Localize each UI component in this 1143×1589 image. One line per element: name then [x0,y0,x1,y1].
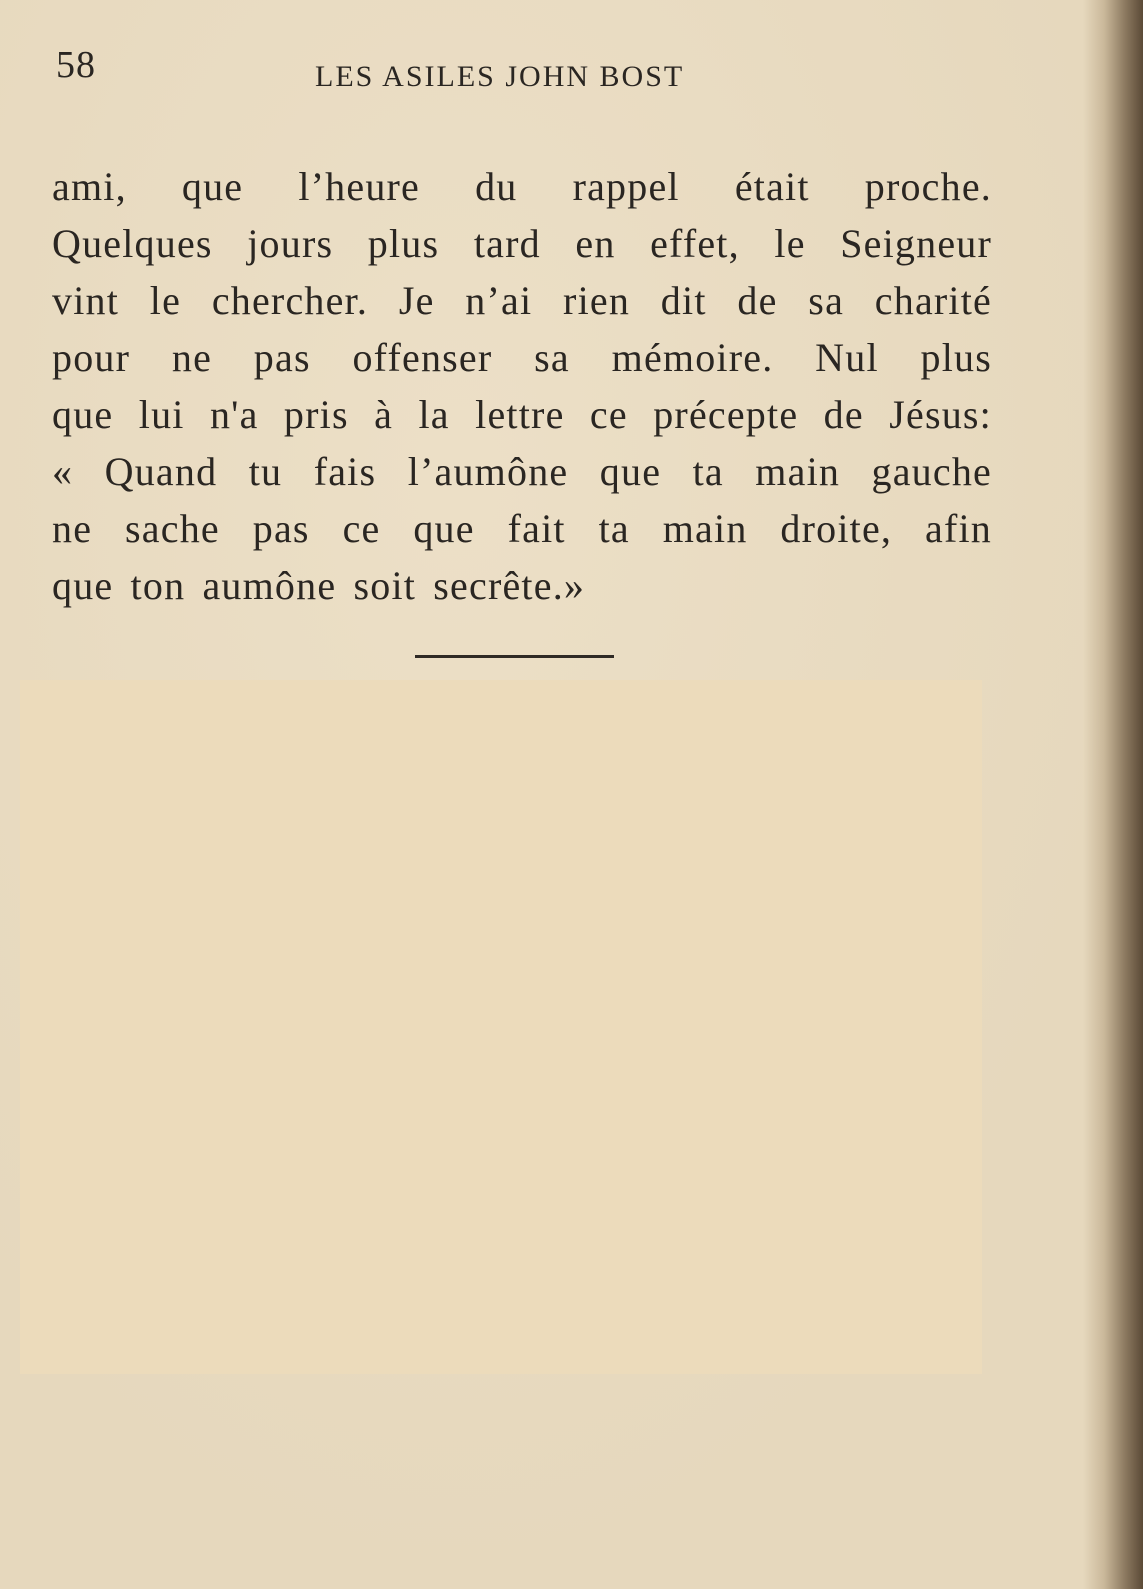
text-line: Quelques jours plus tard en effet, le Seigneur [52,221,992,266]
text-line: « Quand tu fais l’aumône que ta main gauche [52,449,992,494]
text-line: ami, que l’heure du rappel était proche. [52,164,992,209]
body-paragraph [52,158,992,614]
text-line: ne sache pas ce que fait ta main droite, afin [52,506,992,551]
text-line: vint le chercher. Je n’ai rien dit de sa charité [52,278,992,323]
text-line: que lui n'a pris à la lettre ce précepte de Jésus: [52,392,992,437]
text-line: que ton aumône soit secrête.» [52,563,586,608]
blank-area [20,680,982,1374]
section-divider [415,655,614,658]
book-spine-shadow [1083,0,1143,1589]
page-number: 58 [56,44,96,86]
running-title: LES ASILES JOHN BOST [315,60,685,93]
text-line: pour ne pas offenser sa mémoire. Nul plus [52,335,992,380]
